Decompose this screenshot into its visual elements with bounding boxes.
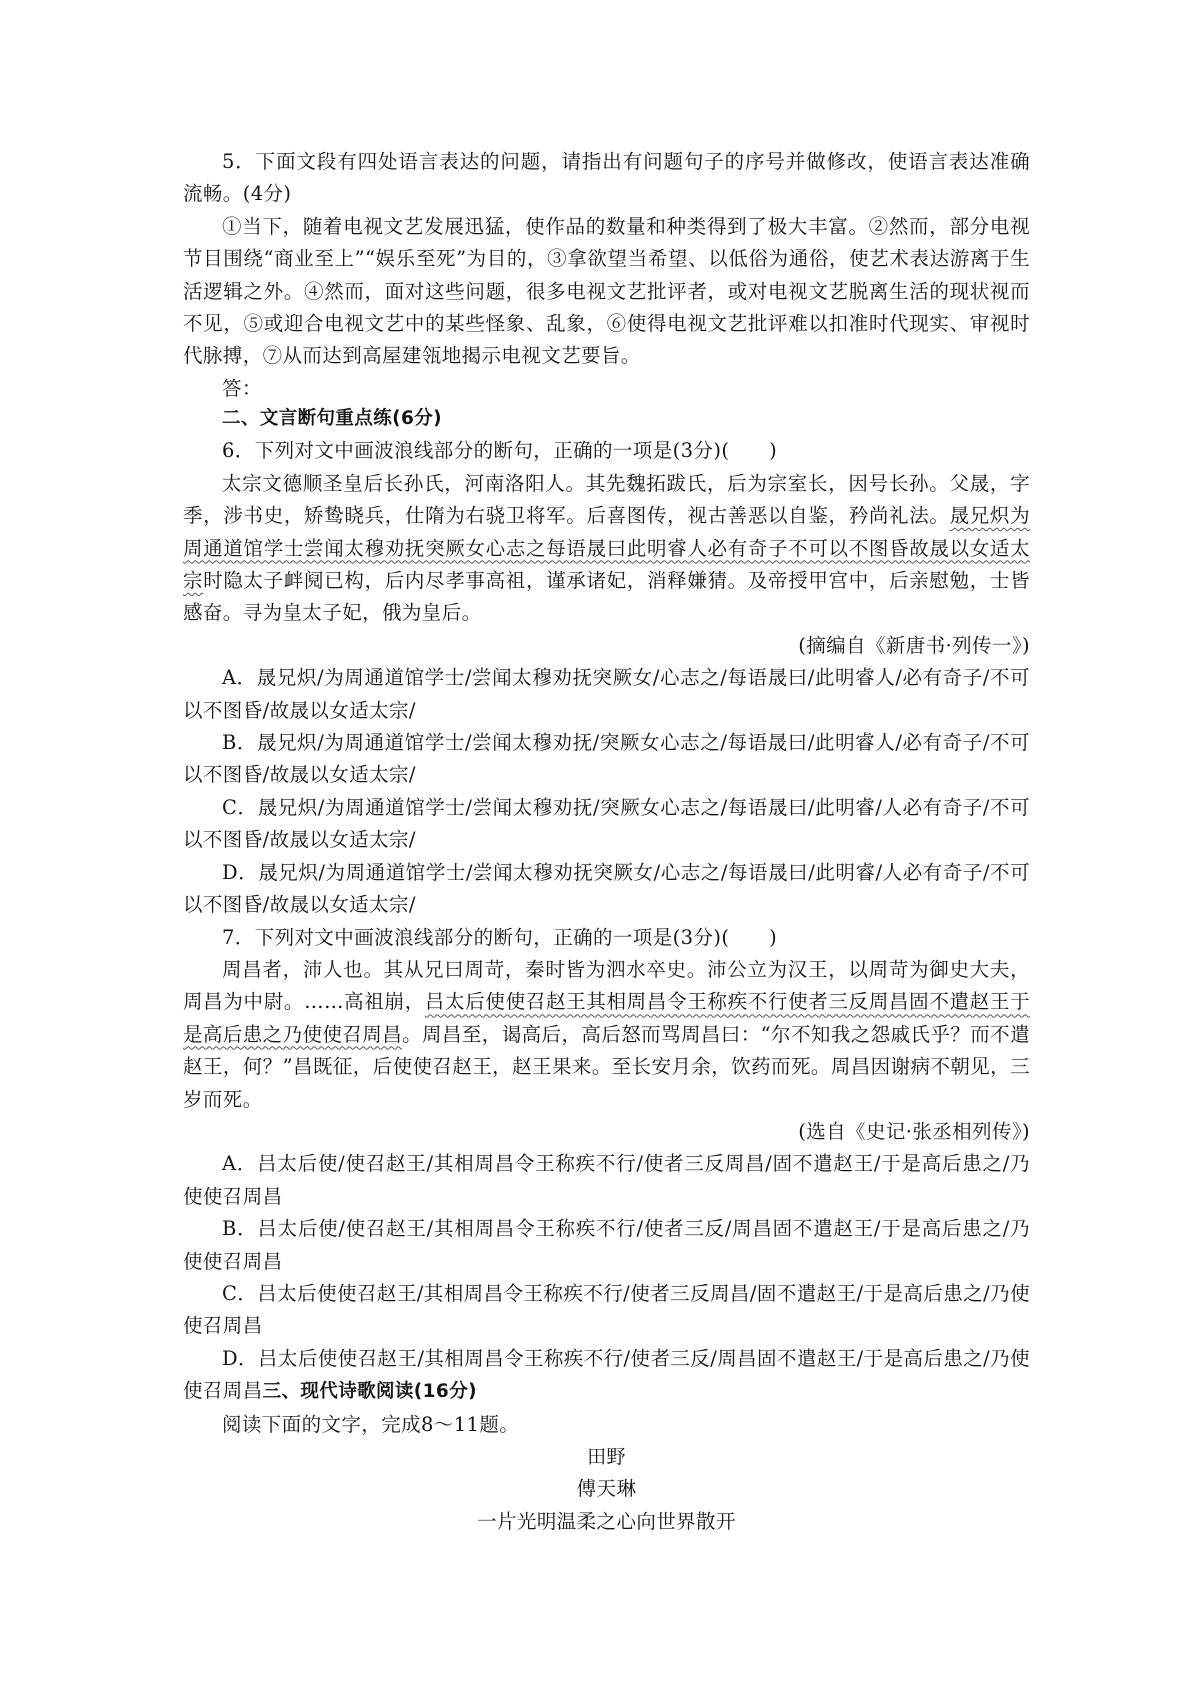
- q6-passage-before: 太宗文德顺圣皇后长孙氏，河南洛阳人。其先魏拓跋氏，后为宗室长，因号长孙。父晟，字季，涉书史，矫鸷晓兵，仕隋为右骁卫将军。后喜图传，视古善恶以自鉴，矜尚礼法。: [183, 471, 1030, 528]
- q7-source: (选自《史记·张丞相列传》): [798, 1119, 1030, 1143]
- q7-option-d-text[interactable]: D．吕太后使使召赵王/其相周昌令王称疾不行/使者三反/周昌固不遣赵王/于是高后患之/乃使使召周昌: [183, 1346, 1030, 1403]
- q7-passage-before: 周昌者，沛人也。其从兄曰周苛，秦时皆为泗水卒史。沛公立为汉王，以周苛为御史大夫，周昌为中尉。……高祖崩，: [183, 957, 1030, 1014]
- q6-passage-wavy: 晟兄炽为周通道馆学士尝闻太穆劝抚突厥女心志之每语晟曰此明睿人必有奇子不可以不图昏故晟以女适太宗: [183, 504, 1030, 593]
- q7-passage-wavy: 吕太后使使召赵王其相周昌令王称疾不行使者三反周昌固不遣赵王于是高后患之乃使使召周昌: [183, 990, 1030, 1046]
- q5-passage: ①当下，随着电视文艺发展迅猛，使作品的数量和种类得到了极大丰富。②然而，部分电视节目围绕“商业至上”“娱乐至死”为目的，③拿欲望当希望、以低俗为通俗，使艺术表达游离于生活逻辑之外。④然而，面对这些问题，很多电视文艺批评者，或对电视文艺脱离生活的现状视而不见，⑤或迎合电视文艺中的某些怪象、乱象，⑥使得电视文艺批评难以扣准时代现实、审视时代脉搏，⑦从而达到高屋建瓴地揭示电视文艺要旨。: [183, 214, 1030, 368]
- section-3-instruction: 阅读下面的文字，完成8～11题。: [222, 1412, 520, 1436]
- section-2: [183, 403, 1030, 1538]
- q6-passage: [183, 468, 1030, 630]
- q6-passage-after: 时隐太子衅阋已构，后内尽孝事高祖，谨承诸妃，消释嫌猜。及帝授甲宫中，后亲慰勉，士皆感奋。寻为皇太子妃，俄为皇后。: [183, 569, 1031, 625]
- q7-option-a[interactable]: A．吕太后使/使召赵王/其相周昌令王称疾不行/使者三反周昌/固不遣赵王/于是高后患之/乃使使召周昌: [183, 1152, 1030, 1208]
- q6-option-b[interactable]: B．晟兄炽/为周通道馆学士/尝闻太穆劝抚/突厥女心志之/每语晟曰/此明睿人/必有奇子/不可以不图昏/故晟以女适太宗/: [183, 731, 1030, 787]
- q6-source: (摘编自《新唐书·列传一》): [798, 633, 1030, 657]
- q5-answer-label: 答：: [222, 376, 262, 400]
- poem-author: 傅天琳: [576, 1477, 637, 1501]
- section-3-heading: 三、现代诗歌阅读(16分): [262, 1381, 477, 1403]
- q5-prompt: 5．下面文段有四处语言表达的问题，请指出有问题句子的序号并做修改，使语言表达准确流畅。(4分): [183, 150, 1030, 206]
- q7-option-d: [183, 1343, 1030, 1409]
- poem-title: 田野: [587, 1446, 626, 1468]
- q7-passage-after: 。周昌至，谒高后，高后怒而骂周昌曰：“尔不知我之怨戚氏乎？而不遣赵王，何？”昌既征，后使使召赵王，赵王果来。至长安月余，饮药而死。周昌因谢病不朝见，三岁而死。: [183, 1022, 1030, 1111]
- q6-option-c[interactable]: C．晟兄炽/为周通道馆学士/尝闻太穆劝抚/突厥女心志之/每语晟曰/此明睿/人必有奇子/不可以不图昏/故晟以女适太宗/: [183, 795, 1030, 852]
- question-5: [183, 146, 1030, 405]
- poem-first-line: 一片光明温柔之心向世界散开: [477, 1509, 736, 1533]
- q7-option-c[interactable]: C．吕太后使使召赵王/其相周昌令王称疾不行/使者三反周昌/固不遣赵王/于是高后患之/乃使使召周昌: [183, 1281, 1030, 1338]
- section-2-heading: 二、文言断句重点练(6分): [222, 408, 442, 429]
- q7-option-b[interactable]: B．吕太后使/使召赵王/其相周昌令王称疾不行/使者三反/周昌固不遣赵王/于是高后患之/乃使使召周昌: [183, 1217, 1030, 1273]
- q6-option-a[interactable]: A．晟兄炽/为周通道馆学士/尝闻太穆劝抚突厥女/心志之/每语晟曰/此明睿人/必有奇子/不可以不图昏/故晟以女适太宗/: [183, 666, 1030, 722]
- q7-passage: [183, 954, 1030, 1116]
- q6-option-d[interactable]: D．晟兄炽/为周通道馆学士/尝闻太穆劝抚突厥女/心志之/每语晟曰/此明睿/人必有奇子/不可以不图昏/故晟以女适太宗/: [183, 860, 1030, 917]
- q6-prompt: 6．下列对文中画波浪线部分的断句，正确的一项是(3分)( ): [222, 439, 778, 463]
- q7-prompt: 7．下列对文中画波浪线部分的断句，正确的一项是(3分)( ): [222, 925, 778, 949]
